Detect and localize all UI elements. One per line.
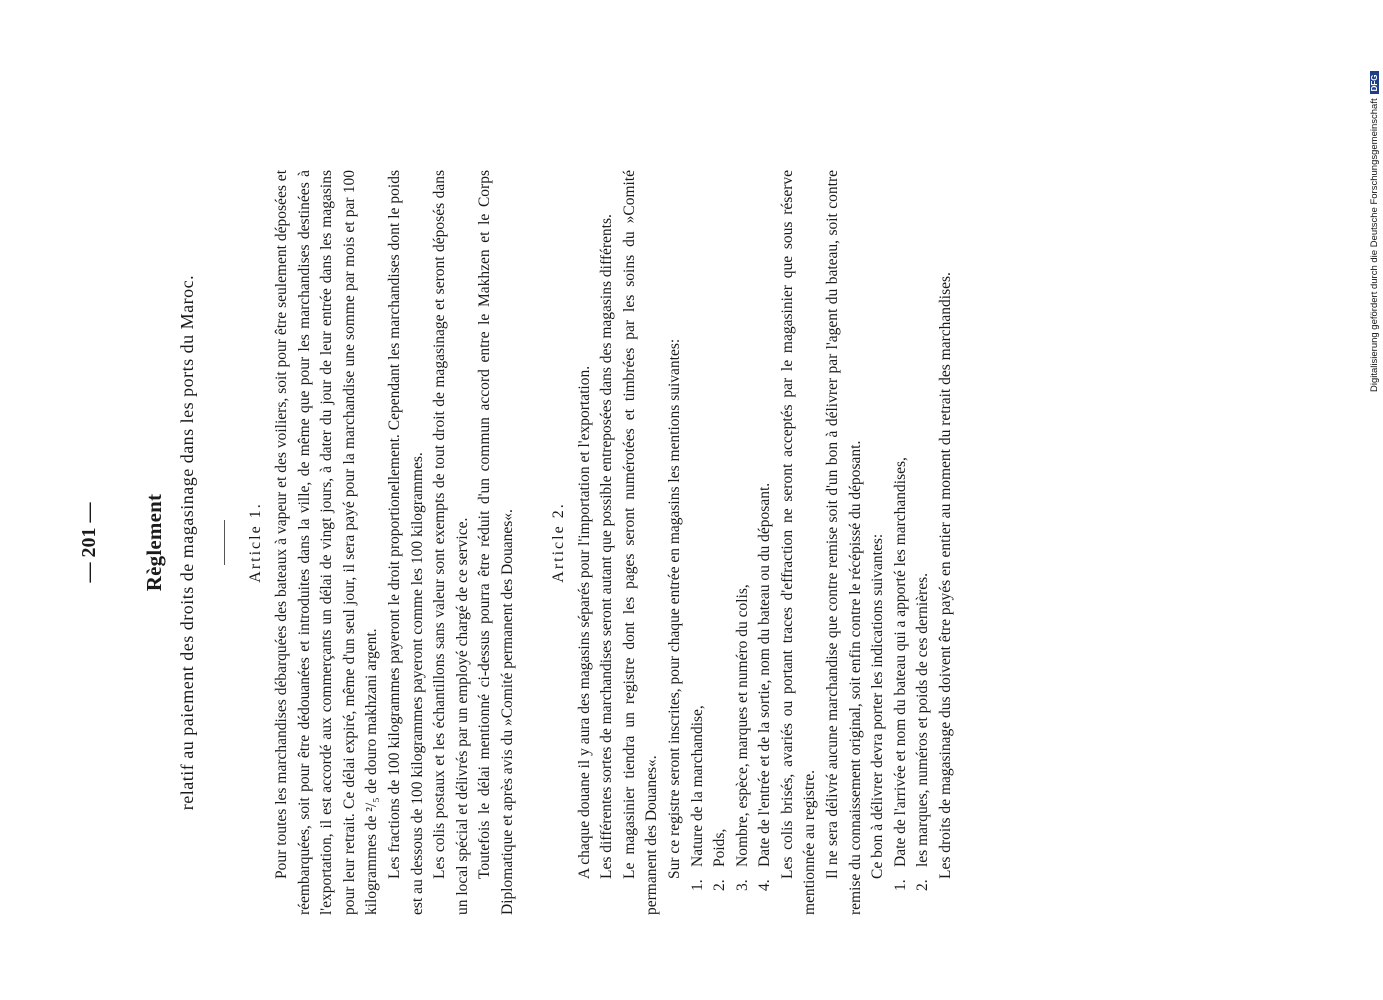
bon-text: les marques, numéros et poids de ces dernières. xyxy=(914,573,932,867)
article-2-paragraph: Il ne sera délivré aucune marchandise que contre remise soit d'un bon à délivrer par l'agent du bateau, soit contre remise du connaissement original, soit enfin contre le récépissé du déposant. xyxy=(824,170,864,915)
article-2-paragraph: Les différentes sortes de marchandises seront autant que possible entreposées dans des magasins différents. xyxy=(598,214,616,879)
rotated-document-page xyxy=(60,170,1220,915)
mention-text: Nature de la marchandise, xyxy=(688,705,706,867)
article-2-paragraph: Les droits de magasinage dus doivent être payés en entier au moment du retrait des marchandises. xyxy=(937,272,955,879)
mention-text: Nombre, espèce, marques et numéro du colis, xyxy=(733,584,751,867)
article-1-paragraph: Toutefois le délai mentionné ci-dessus pourra être réduit d'un commun accord entre le Makhzen et le Corps Diplomatique et après avis du »Comité permanent des Douanes«. xyxy=(476,170,516,915)
mention-number: 2. xyxy=(711,879,729,891)
article-1-paragraph: Les colis postaux et les échantillons sans valeur sont exempts de tout droit de magasinage et seront déposés dans un local spécial et délivrés par un employé chargé de ce service. xyxy=(431,170,471,915)
mention-text: Date de l'entrée et de la sortie, nom du bateau ou du déposant. xyxy=(756,482,774,867)
bon-text: Date de l'arrivée et nom du bateau qui a apporté les marchandises, xyxy=(891,457,909,867)
mention-number: 4. xyxy=(756,879,774,891)
article-2-paragraph: Les colis brisés, avariés ou portant traces d'effraction ne seront acceptés par le magasinier que sous réserve mentionnée au registre. xyxy=(778,170,819,915)
mention-item xyxy=(754,170,777,915)
article-2-paragraph: Le magasinier tiendra un registre dont les pages seront numérotées et timbrées par les soins du »Comité permanent des Douanes«. xyxy=(620,170,661,915)
page-number: — 201 — xyxy=(77,502,100,583)
mention-number: 3. xyxy=(733,879,751,891)
bon-number: 2. xyxy=(914,879,932,891)
bon-item xyxy=(912,170,935,915)
credit-text: Digitalisierung gefördert durch die Deutsche Forschungsgemeinschaft xyxy=(1368,98,1380,392)
mention-number: 1. xyxy=(688,879,706,891)
article-2-paragraph: A chaque douane il y aura des magasins séparés pour l'importation et l'exportation. xyxy=(575,365,593,879)
mention-text: Poids, xyxy=(711,828,729,867)
bon-number: 1. xyxy=(891,879,909,891)
article-2-heading: Article 2. xyxy=(549,502,567,583)
mention-item xyxy=(709,170,732,915)
bon-item xyxy=(890,170,913,915)
article-2-paragraph: Ce bon à délivrer devra porter les indications suivantes: xyxy=(869,533,887,879)
article-1-paragraph: Pour toutes les marchandises débarquées des bateaux à vapeur et des voiliers, soit pour être seulement déposées et réembarquées, soit pour être dédouanées et introduites dans la ville, de même que pour les marchandises destinées à l'exportation, il est accordé aux commerçants un délai de vingt jours, à dater du jour de leur entrée dans les magasins pour leur retrait. Ce délai expiré, même d'un seul jour, il sera payé pour la marchandise une somme par mois et par 100 kilogrammes de ²/₅ de douro makhzani argent. xyxy=(273,170,381,915)
mention-item xyxy=(732,170,755,915)
document-title: Règlement xyxy=(142,493,166,592)
dfg-logo: DFG xyxy=(1370,72,1379,95)
article-1-paragraph: Les fractions de 100 kilogrammes payeront le droit proportionellement. Cependant les marchandises dont le poids est au dessous de 100 kilogrammes payeront comme les 100 kilogrammes. xyxy=(385,170,426,915)
mention-item xyxy=(687,170,710,915)
article-1-heading: Article 1. xyxy=(247,502,264,583)
document-subtitle: relatif au paiement des droits de magasinage dans les ports du Maroc. xyxy=(177,274,197,811)
article-2-paragraph: Sur ce registre seront inscrites, pour chaque entrée en magasins les mentions suivantes: xyxy=(665,338,683,879)
title-divider xyxy=(224,520,225,565)
digitization-credit xyxy=(1367,12,1381,392)
